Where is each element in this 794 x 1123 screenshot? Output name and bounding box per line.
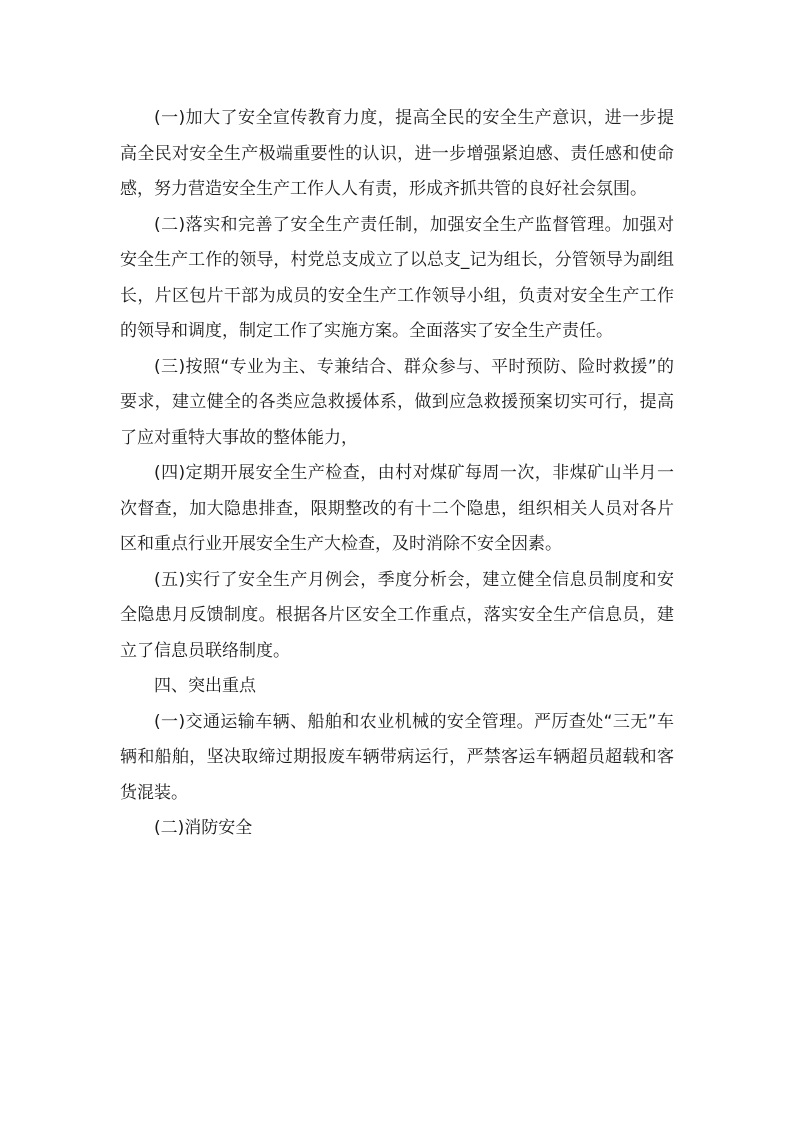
document-page <box>120 101 674 847</box>
paragraph-6: (一)交通运输车辆、船舶和农业机械的安全管理。严厉查处“三无”车辆和船舶，坚决取缔过期报废车辆带病运行，严禁客运车辆超员超载和客货混装。 <box>120 711 674 803</box>
paragraph-7: (二)消防安全 <box>154 818 253 838</box>
paragraph-3: (三)按照“专业为主、专兼结合、群众参与、平时预防、险时救援”的要求，建立健全的各类应急救援体系，做到应急救援预案切实可行，提高了应对重特大事故的整体能力， <box>120 356 674 448</box>
paragraph-2: (二)落实和完善了安全生产责任制，加强安全生产监督管理。加强对安全生产工作的领导，村党总支成立了以总支_记为组长，分管领导为副组长，片区包片干部为成员的安全生产工作领导小组，负责对安全生产工作的领导和调度，制定工作了实施方案。全面落实了安全生产责任。 <box>120 214 674 341</box>
paragraph-4: (四)定期开展安全生产检查，由村对煤矿每周一次，非煤矿山半月一次督查，加大隐患排查，限期整改的有十二个隐患，组织相关人员对各片区和重点行业开展安全生产大检查，及时消除不安全因素。 <box>120 463 674 554</box>
paragraph-1: (一)加大了安全宣传教育力度，提高全民的安全生产意识，进一步提高全民对安全生产极端重要性的认识，进一步增强紧迫感、责任感和使命感，努力营造安全生产工作人人有责，形成齐抓共管的良好社会氛围。 <box>120 108 674 199</box>
section-heading: 四、突出重点 <box>154 676 256 696</box>
paragraph-5: (五)实行了安全生产月例会，季度分析会，建立健全信息员制度和安全隐患月反馈制度。根据各片区安全工作重点，落实安全生产信息员，建立了信息员联络制度。 <box>120 569 674 661</box>
